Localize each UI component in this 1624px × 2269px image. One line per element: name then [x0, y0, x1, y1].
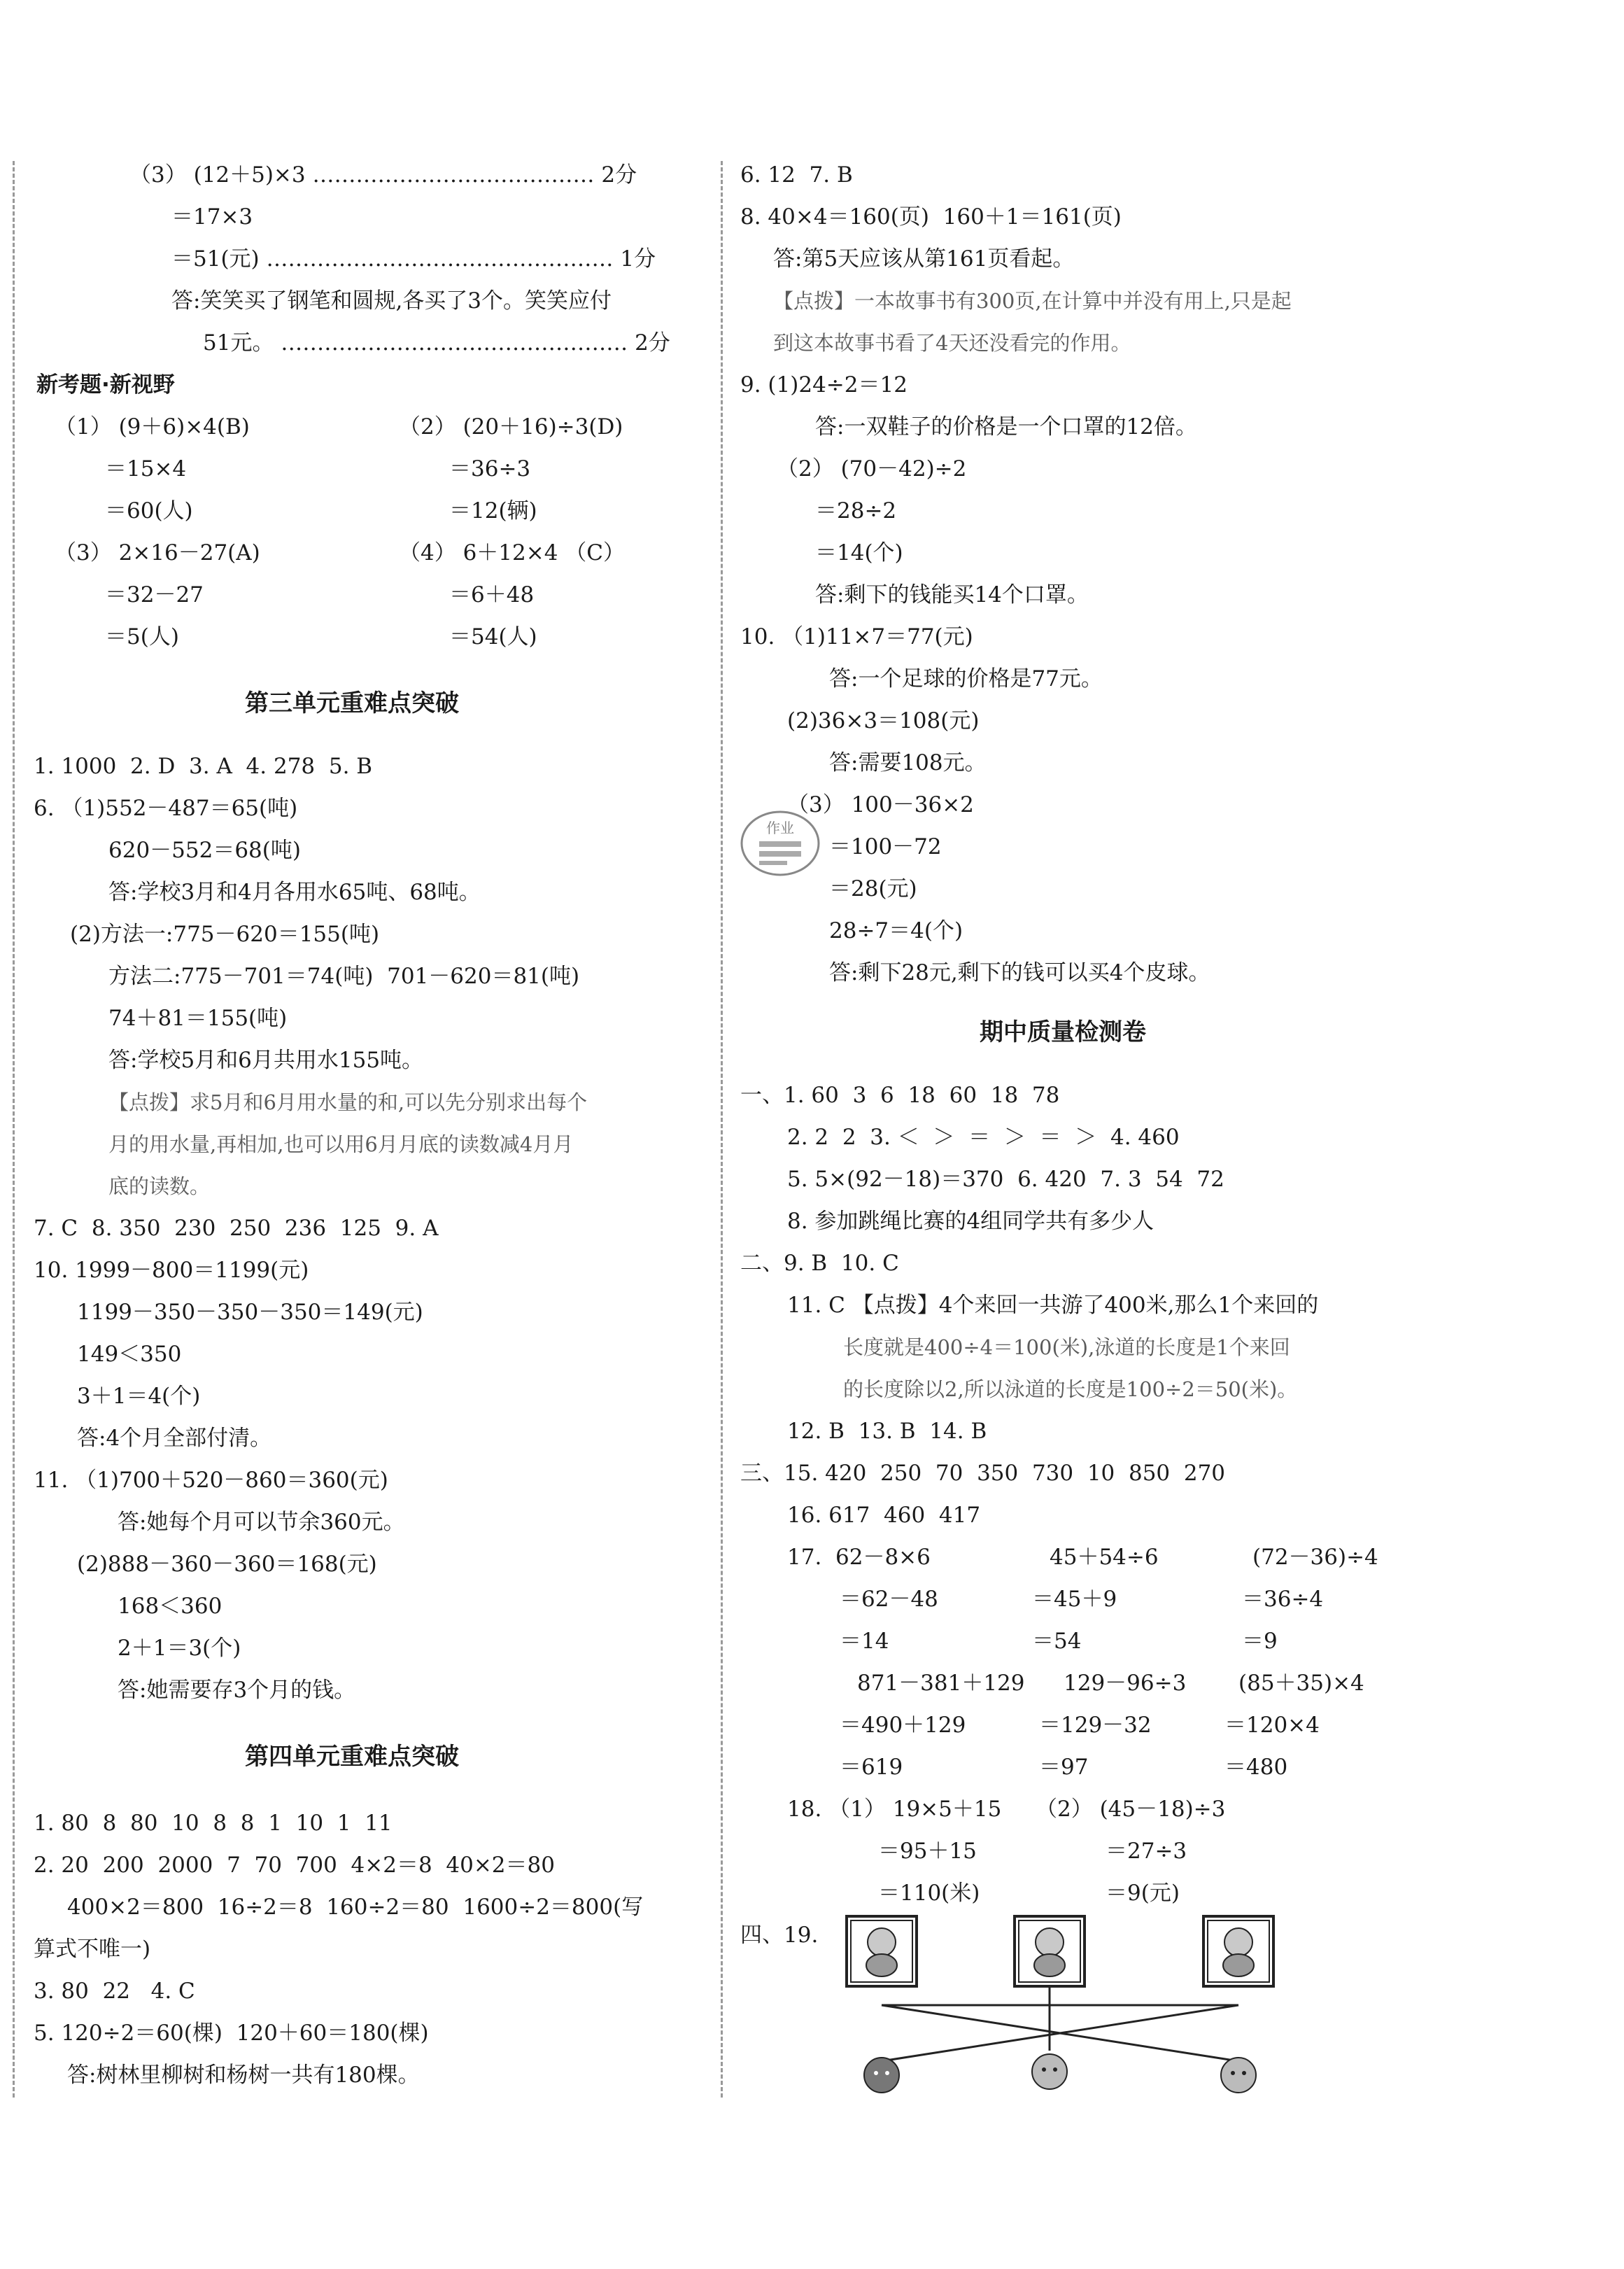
answer-line: (72－36)÷4 — [1252, 1545, 1378, 1570]
answer-line: ＝32－27 — [105, 582, 204, 607]
answer-line: 答:笑笑买了钢笔和圆规,各买了3个。笑笑应付 — [171, 288, 612, 314]
hint-text: 到这本故事书看了4天还没看完的作用。 — [773, 331, 1131, 355]
child-face-icon — [864, 2058, 899, 2093]
answer-line: 6. 12 7. B — [740, 162, 853, 188]
answer-line: ＝27÷3 — [1106, 1839, 1187, 1864]
hint-text: 长度就是400÷4＝100(米),泳道的长度是1个来回 — [843, 1335, 1290, 1359]
answer-line: 2. 20 200 2000 7 70 700 4×2＝8 40×2＝80 — [34, 1853, 555, 1878]
answer-line: 129－96÷3 — [1064, 1671, 1187, 1696]
answer-line: ＝110(米) — [878, 1881, 980, 1906]
answer-line: （3） (12＋5)×3 ………………………………… 2分 — [129, 162, 637, 188]
answer-line: ＝490＋129 — [840, 1713, 966, 1738]
answer-line: 5. 5×(92－18)＝370 6. 420 7. 3 54 72 — [787, 1167, 1224, 1192]
section-title: 第四单元重难点突破 — [245, 1743, 459, 1771]
answer-line: 答:一双鞋子的价格是一个口罩的12倍。 — [815, 414, 1197, 440]
child-face-icon — [1032, 2054, 1067, 2089]
answer-line: 16. 617 460 417 — [787, 1503, 981, 1528]
answer-line: 答:一个足球的价格是77元。 — [829, 666, 1103, 691]
answer-line: 二、9. B 10. C — [740, 1251, 899, 1276]
answer-line: ＝51(元) ………………………………………… 1分 — [171, 246, 656, 272]
answer-line: 149＜350 — [77, 1342, 182, 1367]
section-title: 第三单元重难点突破 — [245, 689, 459, 717]
answer-line: 400×2＝800 16÷2＝8 160÷2＝80 1600÷2＝800(写 — [67, 1895, 644, 1920]
answer-line: 1. 80 8 80 10 8 8 1 10 1 11 — [34, 1811, 393, 1836]
answer-line: 10. （1)11×7＝77(元) — [740, 624, 973, 649]
answer-line: 答:剩下28元,剩下的钱可以买4个皮球。 — [829, 960, 1210, 985]
answer-line: 四、19. — [740, 1923, 819, 1948]
answer-line: 11. （1)700＋520－860＝360(元) — [34, 1468, 388, 1493]
answer-line: 2. 2 2 3. ＜ ＞ ＝ ＞ ＝ ＞ 4. 460 — [787, 1125, 1180, 1150]
answer-line: 17. 62－8×6 — [787, 1545, 931, 1570]
answer-line: 三、15. 420 250 70 350 730 10 850 270 — [740, 1461, 1226, 1486]
center-dashed-line — [721, 161, 723, 2098]
answer-line: ＝36÷3 — [449, 456, 531, 482]
answer-line: （4） 6＋12×4 （C） — [399, 540, 626, 566]
answer-line: 18. （1） 19×5＋15 — [787, 1797, 1002, 1822]
answer-line: ＝619 — [840, 1755, 903, 1780]
answer-line: ＝14 — [840, 1629, 889, 1654]
answer-line: （3） 100－36×2 — [787, 792, 974, 817]
answer-line: ＝54(人) — [449, 624, 537, 649]
answer-line: ＝6＋48 — [449, 582, 535, 607]
hint-text: 底的读数。 — [108, 1174, 211, 1198]
answer-line: 11. C 【点拨】4个来回一共游了400米,那么1个来回的 — [787, 1293, 1319, 1318]
answer-line: （2） (45－18)÷3 — [1036, 1797, 1226, 1822]
answer-line: 8. 40×4＝160(页) 160＋1＝161(页) — [740, 204, 1122, 230]
answer-line: 8. 参加跳绳比赛的4组同学共有多少人 — [787, 1209, 1155, 1234]
hint-text: 【点拨】一本故事书有300页,在计算中并没有用上,只是起 — [773, 289, 1292, 313]
answer-line: 9. (1)24÷2＝12 — [740, 372, 908, 398]
answer-line: ＝480 — [1224, 1755, 1288, 1780]
stamp-text: 作业 — [766, 820, 794, 836]
answer-line: 871－381＋129 — [857, 1671, 1025, 1696]
answer-line: ＝28(元) — [829, 876, 917, 901]
hint-text: 的长度除以2,所以泳道的长度是100÷2＝50(米)。 — [843, 1377, 1298, 1401]
answer-line: 7. C 8. 350 230 250 236 125 9. A — [34, 1216, 439, 1241]
answer-line: 答:树林里柳树和杨树一共有180棵。 — [67, 2063, 420, 2088]
matching-figure — [805, 1904, 1350, 2114]
section-subtitle: 新考题·新视野 — [36, 372, 175, 398]
answer-line: 算式不唯一) — [34, 1937, 151, 1962]
answer-line: 答:学校5月和6月共用水155吨。 — [108, 1048, 424, 1073]
answer-line: ＝36÷4 — [1242, 1587, 1324, 1612]
answer-line: ＝12(辆) — [449, 498, 537, 524]
answer-line: 45＋54÷6 — [1050, 1545, 1159, 1570]
answer-line: 答:她需要存3个月的钱。 — [118, 1678, 356, 1703]
answer-line: ＝9 — [1242, 1629, 1278, 1654]
child-face-icon — [1221, 2058, 1256, 2093]
answer-line: （3） 2×16－27(A) — [55, 540, 260, 566]
answer-line: 一、1. 60 3 6 18 60 18 78 — [740, 1083, 1060, 1108]
section-title: 期中质量检测卷 — [980, 1018, 1146, 1046]
left-margin-dashed-line — [13, 161, 15, 2098]
answer-line: 5. 120÷2＝60(棵) 120＋60＝180(棵) — [34, 2021, 429, 2046]
answer-line: 168＜360 — [118, 1594, 223, 1619]
answer-line: ＝60(人) — [105, 498, 193, 524]
answer-line: ＝129－32 — [1039, 1713, 1152, 1738]
answer-line: ＝100－72 — [829, 834, 942, 859]
answer-line: 6. （1)552－487＝65(吨) — [34, 796, 298, 821]
answer-line: 3. 80 22 4. C — [34, 1979, 195, 2004]
answer-line: (2)36×3＝108(元) — [787, 708, 980, 733]
answer-line: ＝95＋15 — [878, 1839, 977, 1864]
answer-line: 1199－350－350－350＝149(元) — [77, 1300, 423, 1325]
answer-line: 28÷7＝4(个) — [829, 918, 963, 943]
answer-line: 答:剩下的钱能买14个口罩。 — [815, 582, 1089, 607]
answer-line: ＝9(元) — [1106, 1881, 1180, 1906]
answer-line: 74＋81＝155(吨) — [108, 1006, 288, 1031]
answer-line: 1. 1000 2. D 3. A 4. 278 5. B — [34, 754, 373, 779]
answer-line: 答:学校3月和4月各用水65吨、68吨。 — [108, 880, 481, 905]
answer-line: ＝120×4 — [1224, 1713, 1320, 1738]
answer-line: ＝28÷2 — [815, 498, 897, 524]
answer-line: 10. 1999－800＝1199(元) — [34, 1258, 309, 1283]
answer-line: （2） (70－42)÷2 — [777, 456, 967, 482]
monkey-picture-icon — [1015, 1916, 1085, 1986]
answer-line: 答:需要108元。 — [829, 750, 987, 775]
answer-line: 方法二:775－701＝74(吨) 701－620＝81(吨) — [108, 964, 580, 989]
answer-line: （1） (9＋6)×4(B) — [55, 414, 250, 440]
answer-line: 答:4个月全部付清。 — [77, 1426, 272, 1451]
answer-line: 620－552＝68(吨) — [108, 838, 301, 863]
answer-line: 3＋1＝4(个) — [77, 1384, 201, 1409]
answer-line: 12. B 13. B 14. B — [787, 1419, 987, 1444]
monkey-picture-icon — [1203, 1916, 1273, 1986]
answer-line: 2＋1＝3(个) — [118, 1636, 241, 1661]
answer-line: 答:第5天应该从第161页看起。 — [773, 246, 1075, 272]
answer-line: ＝97 — [1039, 1755, 1089, 1780]
answer-line: ＝5(人) — [105, 624, 179, 649]
answer-line: 51元。 ………………………………………… 2分 — [203, 330, 670, 356]
hint-text: 【点拨】求5月和6月用水量的和,可以先分别求出每个 — [108, 1090, 588, 1114]
answer-line: (85＋35)×4 — [1238, 1671, 1364, 1696]
homework-stamp-icon — [735, 805, 826, 882]
answer-line: ＝14(个) — [815, 540, 903, 566]
monkey-picture-icon — [847, 1916, 917, 1986]
answer-line: （2） (20＋16)÷3(D) — [399, 414, 623, 440]
answer-line: ＝62－48 — [840, 1587, 938, 1612]
answer-line: ＝17×3 — [171, 204, 253, 230]
answer-line: ＝54 — [1032, 1629, 1082, 1654]
answer-line: ＝15×4 — [105, 456, 187, 482]
hint-text: 月的用水量,再相加,也可以用6月月底的读数减4月月 — [108, 1132, 574, 1156]
answer-line: (2)方法一:775－620＝155(吨) — [70, 922, 380, 947]
answer-line: 答:她每个月可以节余360元。 — [118, 1510, 405, 1535]
answer-line: ＝45＋9 — [1032, 1587, 1117, 1612]
answer-line: (2)888－360－360＝168(元) — [77, 1552, 377, 1577]
